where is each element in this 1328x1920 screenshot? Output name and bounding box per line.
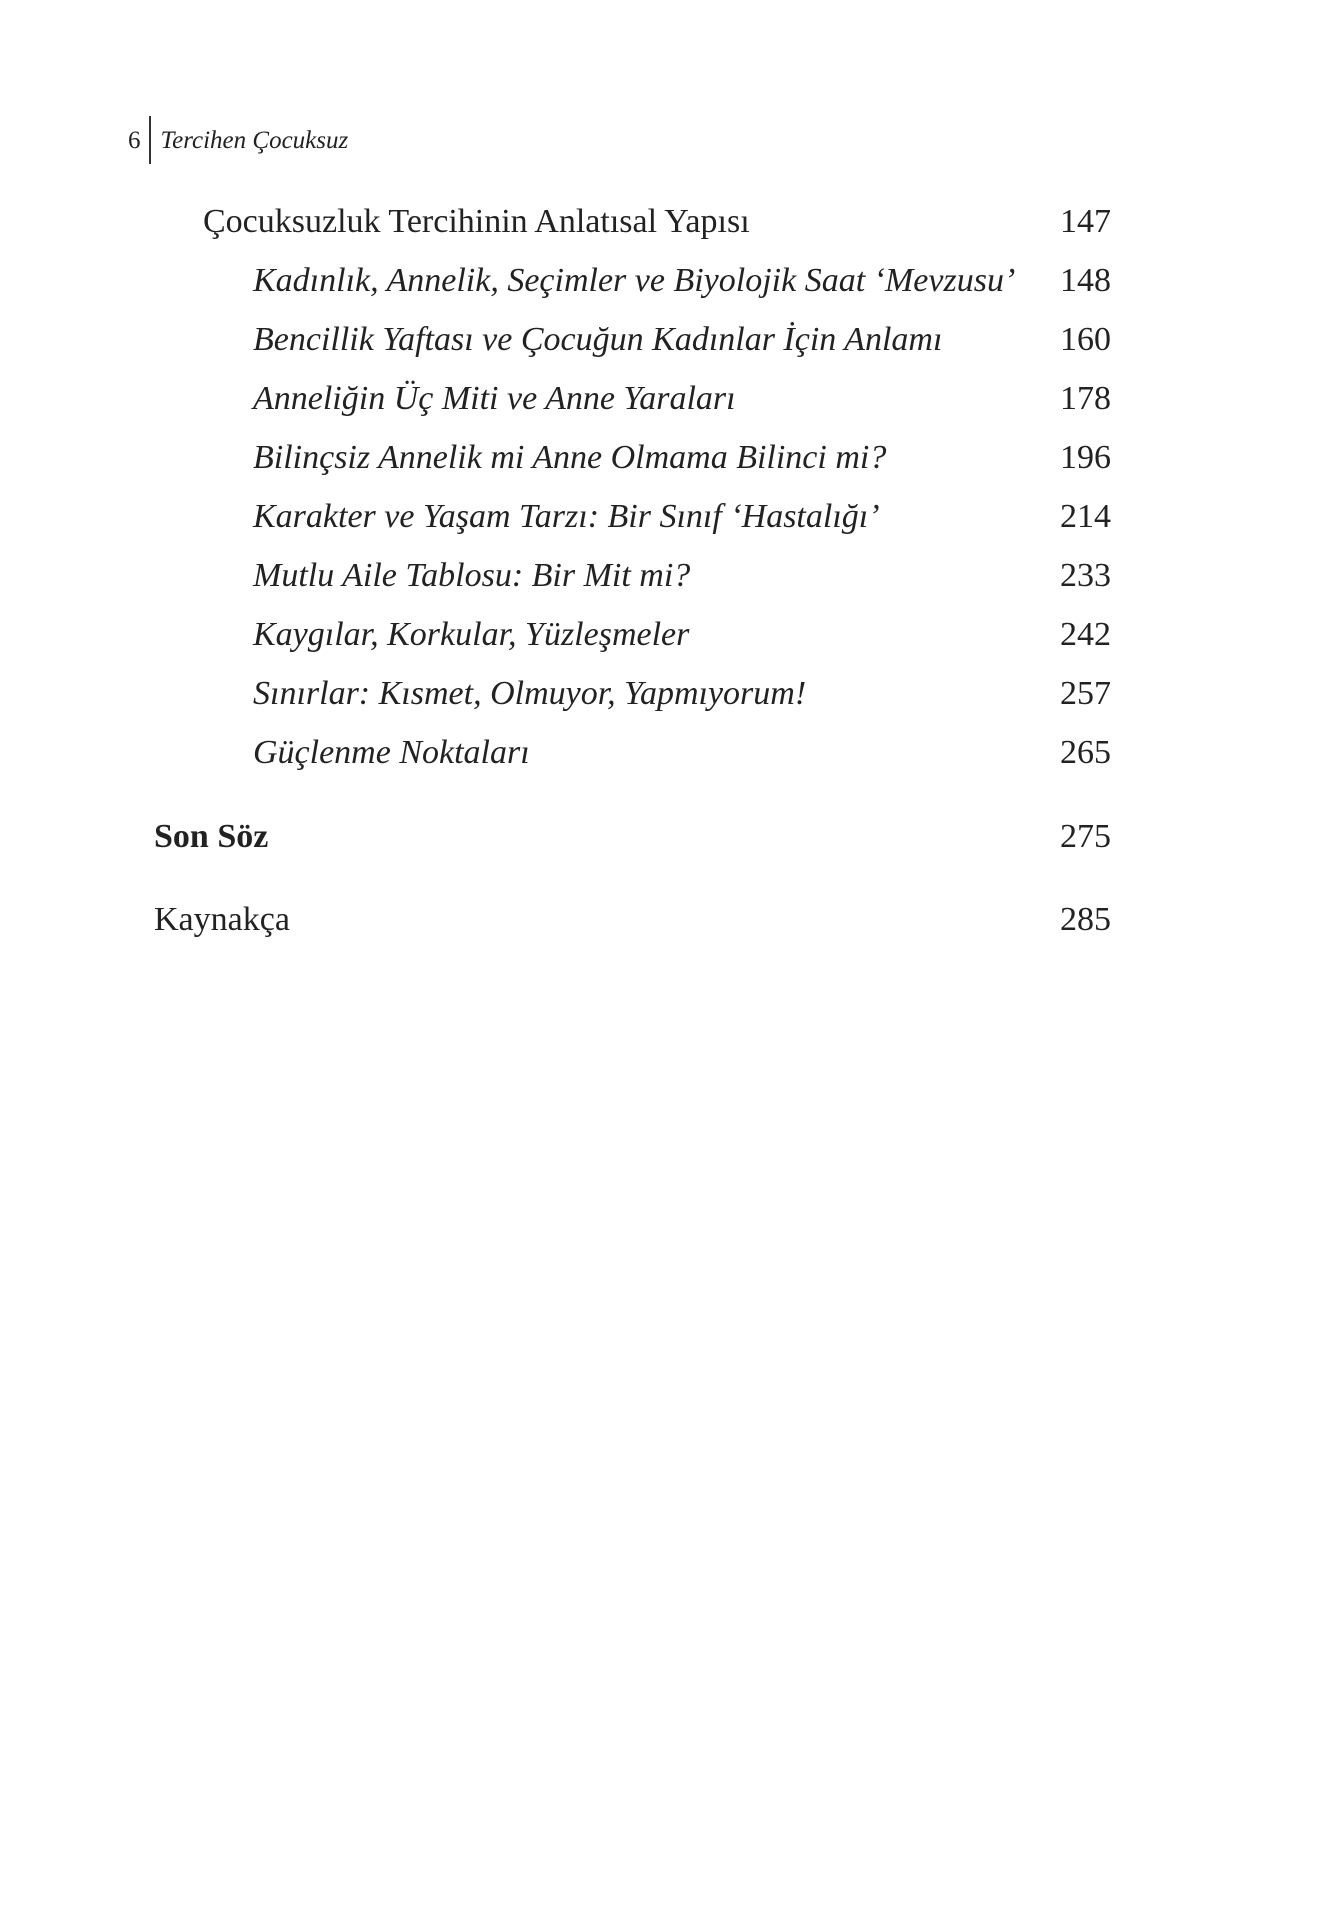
toc-entry-afterword	[0, 811, 1328, 863]
toc-entry-title: Karakter ve Yaşam Tarzı: Bir Sınıf ‘Hastalığı’	[253, 498, 880, 535]
toc-entry-page: 285	[1060, 901, 1111, 938]
toc-entry-title: Güçlenme Noktaları	[253, 734, 530, 771]
toc-entry-page: 214	[1060, 498, 1111, 535]
toc-entry-subsection	[0, 255, 1328, 307]
toc-entry-title: Bilinçsiz Annelik mi Anne Olmama Bilinci mi?	[253, 439, 887, 476]
toc-entry-page: 148	[1060, 262, 1111, 299]
toc-entry-subsection	[0, 373, 1328, 425]
toc-entry-page: 242	[1060, 616, 1111, 653]
toc-entry-subsection	[0, 727, 1328, 779]
toc-entry-subsection	[0, 668, 1328, 720]
running-header	[128, 116, 348, 164]
toc-entry-page: 275	[1060, 818, 1111, 855]
toc-entry-section	[0, 196, 1328, 248]
toc-entry-page: 196	[1060, 439, 1111, 476]
toc-entry-title: Anneliğin Üç Miti ve Anne Yaraları	[253, 380, 736, 417]
toc-entry-subsection	[0, 609, 1328, 661]
toc-entry-page: 233	[1060, 557, 1111, 594]
page-number: 6	[128, 126, 141, 154]
toc-entry-subsection	[0, 432, 1328, 484]
toc-entry-page: 257	[1060, 675, 1111, 712]
toc-entry-title: Son Söz	[154, 818, 269, 855]
toc-entry-title: Bencillik Yaftası ve Çocuğun Kadınlar İçin Anlamı	[253, 321, 943, 358]
toc-entry-page: 160	[1060, 321, 1111, 358]
toc-entry-title: Mutlu Aile Tablosu: Bir Mit mi?	[253, 557, 691, 594]
toc-entry-bibliography	[0, 894, 1328, 946]
toc-entry-title: Kaynakça	[154, 901, 290, 938]
running-header-title: Tercihen Çocuksuz	[160, 126, 349, 154]
toc-entry-page: 147	[1060, 203, 1111, 240]
toc-entry-page: 178	[1060, 380, 1111, 417]
toc-entry-title: Kadınlık, Annelik, Seçimler ve Biyolojik Saat ‘Mevzusu’	[253, 262, 1016, 299]
toc-entry-subsection	[0, 314, 1328, 366]
toc-entry-title: Sınırlar: Kısmet, Olmuyor, Yapmıyorum!	[253, 675, 807, 712]
toc-entry-subsection	[0, 491, 1328, 543]
toc-entry-title: Çocuksuzluk Tercihinin Anlatısal Yapısı	[203, 203, 750, 240]
toc-entry-subsection	[0, 550, 1328, 602]
toc-entry-title: Kaygılar, Korkular, Yüzleşmeler	[253, 616, 690, 653]
toc-entry-page: 265	[1060, 734, 1111, 771]
